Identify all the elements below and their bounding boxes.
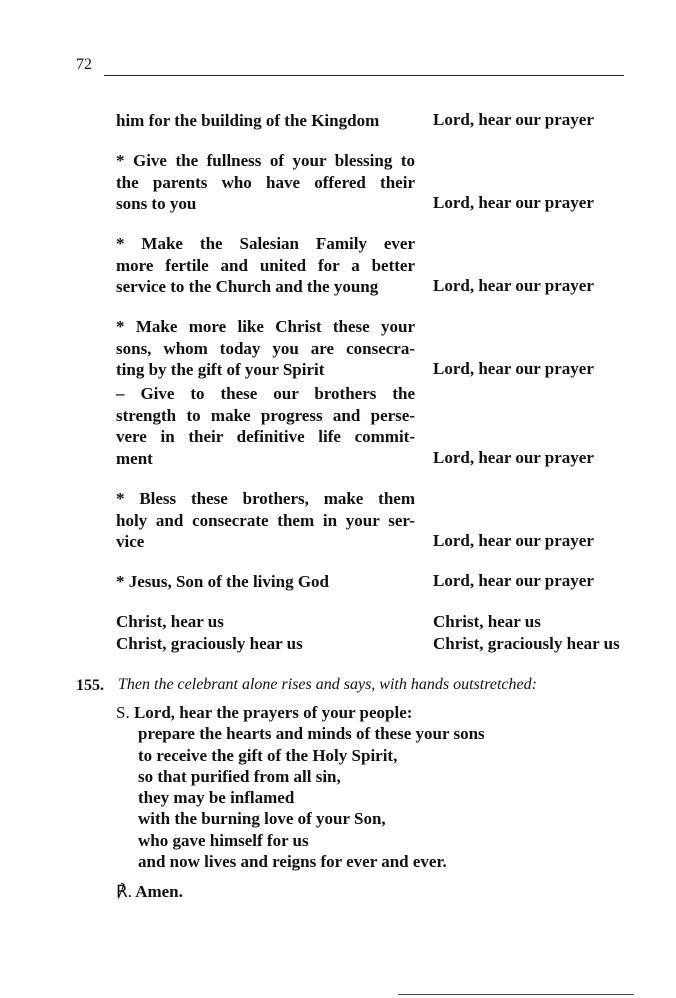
petition-line: him for the building of the Kingdom bbox=[116, 111, 380, 130]
header-rule bbox=[104, 75, 624, 76]
rubric-text: Then the celebrant alone rises and says, with hands outstretched: bbox=[118, 676, 537, 693]
petition-line: sons, whom today you are consecra- bbox=[116, 338, 415, 358]
petition-line: sons to you bbox=[116, 194, 197, 213]
petition-line: * Jesus, Son of the living God bbox=[116, 572, 330, 591]
petition-line: vere in their definitive life commit- bbox=[116, 427, 415, 446]
petition-line: the parents who have offered their bbox=[116, 172, 415, 192]
prayer-text bbox=[116, 702, 485, 872]
prayer-line: with the burning love of your Son, bbox=[138, 809, 386, 829]
prayer-line: so that purified from all sin, bbox=[138, 766, 341, 786]
litany-response: Lord, hear our prayer bbox=[433, 359, 594, 378]
litany-petition bbox=[116, 150, 415, 215]
prayer-line: to receive the gift of the Holy Spirit, bbox=[138, 745, 398, 765]
litany-petition bbox=[116, 233, 415, 298]
litany-response: Lord, hear our prayer bbox=[433, 571, 594, 590]
prayer-line: who gave himself for us bbox=[138, 830, 309, 850]
prayer-line: and now lives and reigns for ever and ever. bbox=[138, 852, 447, 872]
prayer-first-line bbox=[116, 702, 485, 723]
petition-line: service to the Church and the young bbox=[116, 277, 379, 296]
section-number: 155. bbox=[76, 677, 104, 694]
petition-line: vice bbox=[116, 532, 145, 551]
prayer-line: prepare the hearts and minds of these your sons bbox=[138, 724, 485, 744]
petition-line: * Bless these brothers, make them bbox=[116, 489, 415, 508]
litany-petition bbox=[116, 571, 415, 593]
petition-line: strength to make progress and perse- bbox=[116, 405, 415, 425]
prayer-line: Lord, hear the prayers of your people: bbox=[133, 703, 413, 722]
petition-line: * Make more like Christ these your bbox=[116, 317, 415, 336]
petition-line: * Make the Salesian Family ever bbox=[116, 234, 415, 253]
litany-response: Lord, hear our prayer bbox=[433, 531, 594, 550]
petition-line: holy and consecrate them in your ser- bbox=[116, 510, 415, 530]
invocation-left: Christ, graciously hear us bbox=[116, 633, 303, 653]
litany-response: Lord, hear our prayer bbox=[433, 448, 594, 467]
invocation-right: Christ, graciously hear us bbox=[433, 633, 620, 653]
response-amen bbox=[116, 882, 183, 902]
litany-petition bbox=[116, 383, 415, 469]
response-sigil: ℟. bbox=[116, 882, 132, 901]
invocation-left: Christ, hear us bbox=[116, 612, 224, 631]
closing-invocation bbox=[116, 611, 303, 654]
footer-rule bbox=[398, 994, 634, 995]
litany-response: Lord, hear our prayer bbox=[433, 276, 594, 295]
litany-petition bbox=[116, 110, 415, 132]
petition-line: – Give to these our brothers the bbox=[116, 384, 415, 403]
prayer-line: they may be inflamed bbox=[138, 788, 295, 808]
petition-line: ment bbox=[116, 448, 153, 468]
closing-response bbox=[433, 611, 620, 654]
litany-response: Lord, hear our prayer bbox=[433, 110, 594, 129]
petition-line: * Give the fullness of your blessing to bbox=[116, 151, 415, 170]
page-number: 72 bbox=[76, 56, 92, 73]
litany-petition bbox=[116, 316, 415, 381]
litany-response: Lord, hear our prayer bbox=[433, 193, 594, 212]
petition-line: ting by the gift of your Spirit bbox=[116, 360, 325, 379]
speaker-label: S. bbox=[116, 703, 130, 722]
petition-line: more fertile and united for a better bbox=[116, 255, 415, 275]
invocation-right: Christ, hear us bbox=[433, 612, 541, 631]
litany-petition bbox=[116, 488, 415, 553]
response-text: Amen. bbox=[135, 882, 183, 901]
